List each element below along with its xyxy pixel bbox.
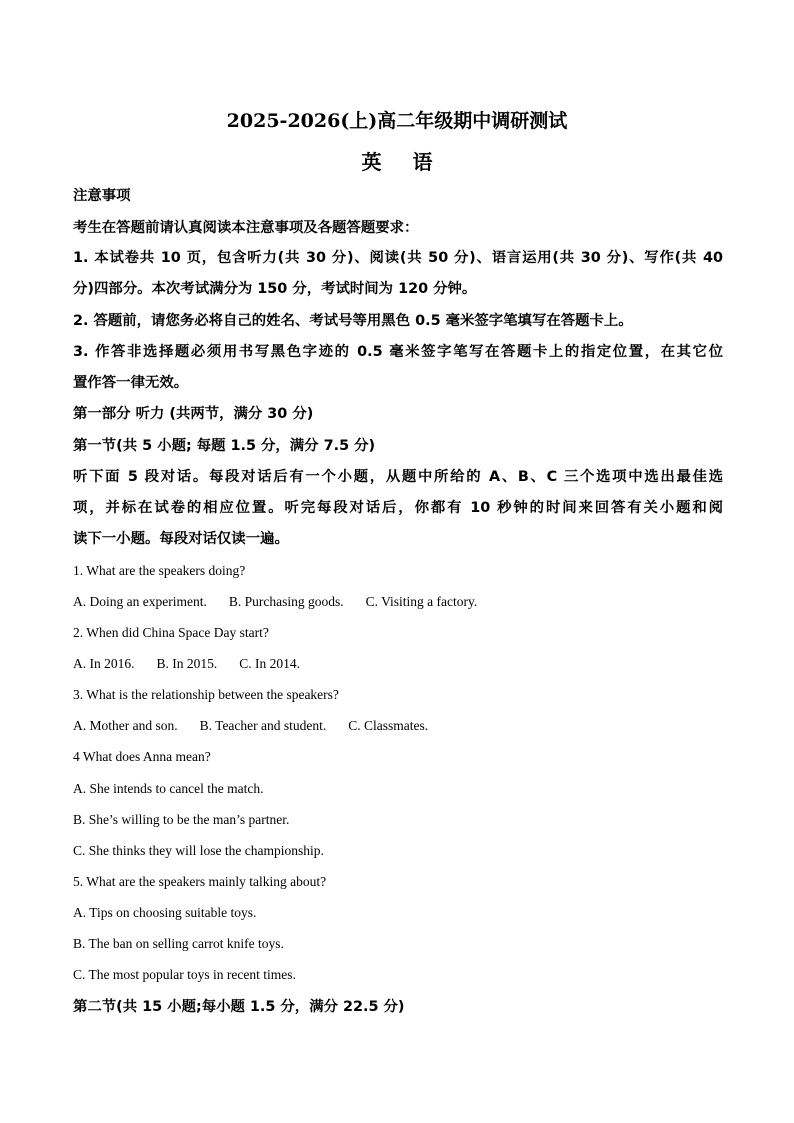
notice-item-1-line-2: 分)四部分。本次考试满分为 150 分，考试时间为 120 分钟。	[73, 281, 477, 297]
option-c: C. Classmates.	[348, 718, 429, 733]
option-b: B. Purchasing goods.	[228, 594, 344, 609]
notice-intro: 考生在答题前请认真阅读本注意事项及各题答题要求：	[73, 220, 419, 236]
option-b: B. Teacher and student.	[199, 718, 327, 733]
instructions-line-2: 项，并标在试卷的相应位置。听完每段对话后，你都有 10 秒钟的时间来回答有关小题和阅	[73, 500, 723, 516]
question-4-option-c: C. She thinks they will lose the championship.	[73, 843, 324, 858]
notice-item-3-line-1: 3. 作答非选择题必须用书写黑色字迹的 0.5 毫米签字笔写在答题卡上的指定位置，在其它位	[73, 344, 723, 360]
notice-item-1-line-1: 1. 本试卷共 10 页，包含听力(共 30 分)、阅读(共 50 分)、语言运用(共 30 分)、写作(共 40	[73, 250, 723, 266]
notice-item-2: 2. 答题前，请您务必将自己的姓名、考试号等用黑色 0.5 毫米签字笔填写在答题卡上。	[73, 313, 633, 329]
question-1-stem: 1. What are the speakers doing?	[73, 563, 246, 578]
question-4-stem: 4 What does Anna mean?	[73, 749, 211, 764]
exam-title: 2025-2026(上)高二年级期中调研测试	[226, 110, 568, 132]
option-a: A. In 2016.	[73, 656, 135, 671]
question-5-option-b: B. The ban on selling carrot knife toys.	[73, 936, 284, 951]
instructions-line-1: 听下面 5 段对话。每段对话后有一个小题，从题中所给的 A、B、C 三个选项中选出最佳选	[73, 469, 723, 485]
instructions-line-3: 读下一小题。每段对话仅读一遍。	[73, 531, 289, 547]
question-5-option-c: C. The most popular toys in recent times.	[73, 967, 296, 982]
question-1-options	[73, 593, 723, 611]
subject-title: 英 语	[361, 150, 445, 174]
question-5-option-a: A. Tips on choosing suitable toys.	[73, 905, 257, 920]
option-a: A. Doing an experiment.	[73, 594, 207, 609]
part1-section1-heading: 第一节(共 5 小题; 每题 1.5 分，满分 7.5 分)	[73, 438, 376, 454]
option-c: C. In 2014.	[239, 656, 300, 671]
question-4-option-b: B. She’s willing to be the man’s partner.	[73, 812, 290, 827]
notice-heading: 注意事项	[73, 188, 131, 204]
part1-heading: 第一部分 听力 (共两节，满分 30 分)	[73, 406, 314, 422]
question-3-stem: 3. What is the relationship between the speakers?	[73, 687, 339, 702]
question-5-stem: 5. What are the speakers mainly talking about?	[73, 874, 327, 889]
question-2-stem: 2. When did China Space Day start?	[73, 625, 269, 640]
question-4-option-a: A. She intends to cancel the match.	[73, 781, 264, 796]
option-a: A. Mother and son.	[73, 718, 178, 733]
notice-item-3-line-2: 置作答一律无效。	[73, 375, 189, 391]
part1-section2-heading: 第二节(共 15 小题;每小题 1.5 分，满分 22.5 分)	[73, 999, 405, 1015]
option-c: C. Visiting a factory.	[365, 594, 478, 609]
question-3-options	[73, 717, 723, 735]
option-b: B. In 2015.	[156, 656, 218, 671]
question-2-options	[73, 655, 723, 673]
